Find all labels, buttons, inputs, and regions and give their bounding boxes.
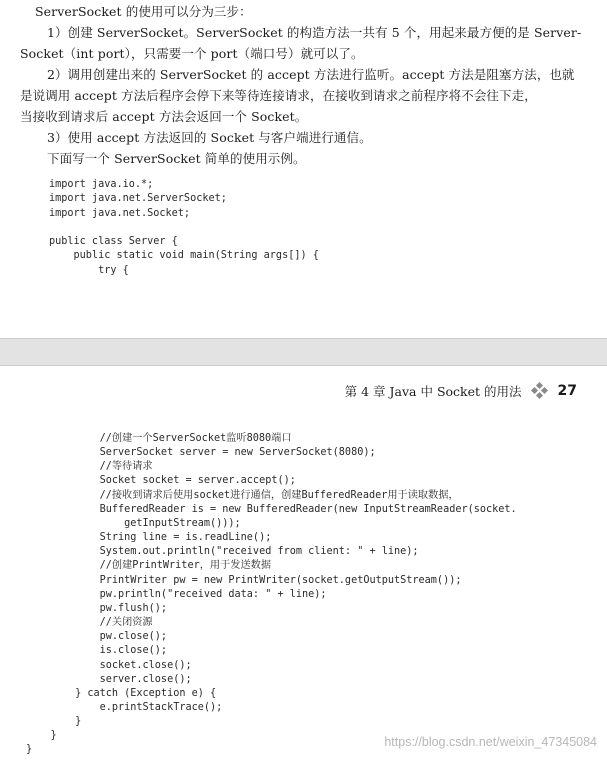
- code-line: PrintWriter pw = new PrintWriter(socket.getOutputStream());: [26, 574, 462, 586]
- code-line: pw.println("received data: " + line);: [26, 588, 327, 600]
- diamond-ornament-icon: [532, 383, 548, 399]
- code-block-bottom: [26, 432, 517, 758]
- code-line: import java.net.Socket;: [49, 207, 191, 219]
- code-line: }: [26, 730, 57, 742]
- code-line: }: [26, 716, 82, 728]
- code-line: }: [26, 744, 33, 756]
- step-1-paragraph: 1）创建 ServerSocket。ServerSocket 的构造方法一共有 5 个，用起来最方便的是 Server-: [47, 25, 582, 40]
- code-line: pw.flush();: [26, 602, 168, 614]
- step-3-paragraph: 3）使用 accept 方法返回的 Socket 与客户端进行通信。: [47, 130, 372, 145]
- code-line: public class Server {: [49, 236, 178, 248]
- code-line: //接收到请求后使用socket进行通信，创建BufferedReader用于读取数据，: [26, 489, 459, 501]
- page-header: [345, 382, 577, 400]
- code-line: getInputStream()));: [26, 517, 241, 529]
- intro-paragraph: ServerSocket 的使用可以分为三步：: [35, 4, 252, 19]
- code-line: import java.net.ServerSocket;: [49, 193, 227, 205]
- code-line: import java.io.*;: [49, 179, 154, 190]
- step-2-paragraph: 2）调用创建出来的 ServerSocket 的 accept 方法进行监听。accept 方法是阻塞方法，也就: [47, 67, 575, 82]
- chapter-title: 第 4 章 Java 中 Socket 的用法: [344, 384, 522, 399]
- code-line: try {: [49, 264, 129, 276]
- code-line: //等待请求: [26, 461, 153, 473]
- code-line: String line = is.readLine();: [26, 532, 272, 544]
- code-line: } catch (Exception e) {: [26, 687, 217, 699]
- code-line: //关闭资源: [26, 617, 153, 629]
- page-separator: [0, 338, 607, 366]
- code-line: Socket socket = server.accept();: [26, 475, 296, 487]
- page-number: 27: [557, 383, 577, 399]
- code-line: public static void main(String args[]) {: [49, 250, 319, 262]
- step-2-paragraph-cont: 是说调用 accept 方法后程序会停下来等待连接请求，在接收到请求之前程序将不会往下走，: [20, 88, 537, 103]
- code-line: socket.close();: [26, 659, 192, 671]
- code-block-top: [49, 178, 319, 278]
- book-page-top: [0, 0, 607, 338]
- code-line: BufferedReader is = new BufferedReader(new InputStreamReader(socket.: [26, 503, 517, 515]
- example-intro-paragraph: 下面写一个 ServerSocket 简单的使用示例。: [47, 151, 306, 166]
- code-line: is.close();: [26, 645, 168, 657]
- watermark-text: https://blog.csdn.net/weixin_47345084: [384, 735, 597, 749]
- step-2-paragraph-cont-2: 当接收到请求后 accept 方法会返回一个 Socket。: [20, 109, 308, 124]
- code-line: //创建一个ServerSocket监听8080端口: [26, 433, 292, 444]
- code-line: pw.close();: [26, 631, 168, 643]
- code-line: //创建PrintWriter，用于发送数据: [26, 560, 272, 572]
- code-line: System.out.println("received from client: " + line);: [26, 546, 419, 558]
- code-line: e.printStackTrace();: [26, 701, 223, 713]
- code-line: ServerSocket server = new ServerSocket(8080);: [26, 447, 376, 459]
- book-page-bottom: [0, 366, 607, 763]
- step-1-paragraph-cont: Socket（int port），只需要一个 port（端口号）就可以了。: [20, 46, 364, 61]
- code-line: server.close();: [26, 673, 192, 685]
